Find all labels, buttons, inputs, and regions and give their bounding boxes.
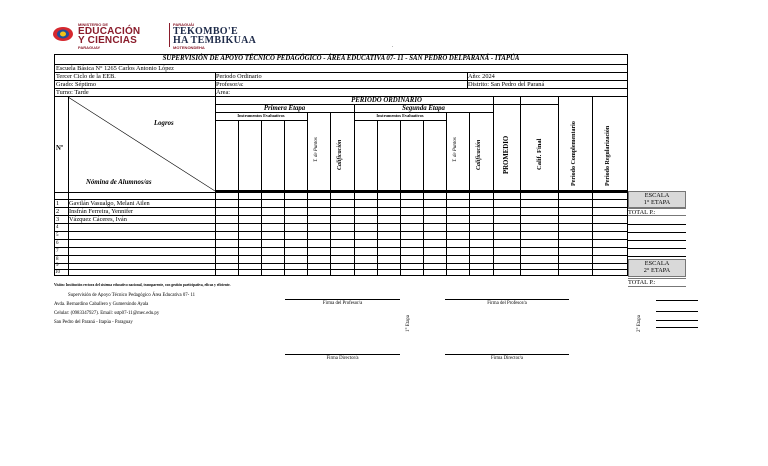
row-number: 1 [56, 200, 60, 207]
form-title: SUPERVISIÓN DE APOYO TÉCNICO PEDAGÓGICO - ÁREA EDUCATIVA 07- 11 - SAN PEDRO DELPARANÁ - ITAPÚA [162, 55, 520, 62]
total-1: TOTAL P.: [628, 208, 686, 216]
anio-label: Año: 2024 [468, 73, 495, 80]
mec-logo [52, 22, 262, 48]
grado-label: Grado: Séptimo [56, 81, 97, 88]
total-2: TOTAL P.: [628, 278, 686, 287]
calificacion-2: Calificación [476, 139, 482, 170]
calif-final-header: Calif. Final [536, 138, 543, 170]
firma-profesor-1: Firma del Profesor/a [322, 301, 363, 306]
row-number: 10 [55, 270, 60, 275]
escala-2-etapa: 2° ETAPA [643, 267, 671, 274]
signature-line [445, 299, 569, 300]
t-puntos-1: T. de Puntos [314, 137, 319, 162]
vision-text: Visión: Institución rectora del sistema educativo nacional, transparente, con gestión participativa, eficaz y eficiente. [54, 283, 231, 287]
contact-line: Celular: (0983347927). Email: sstp07-11@mec.edu.py [54, 311, 160, 316]
distrito-label: Distrito: San Pedro del Paraná [468, 81, 545, 88]
escuela-label: Escuela Básica N° 1265 Carlos Antonio López [56, 65, 174, 72]
row-number: 2 [56, 208, 60, 215]
guarani-line1: TEKOMBO'E [173, 26, 238, 37]
escala-2-box [628, 259, 686, 277]
city-line: San Pedro del Paraná - Itapúa - Paraguay [54, 320, 133, 325]
guarani-name [173, 22, 263, 48]
ministry-small: MINISTERIO DE [78, 22, 109, 27]
ministry-seal-icon [52, 26, 74, 42]
instrumentos-1: Instrumentos Evaluativos [237, 113, 285, 118]
escala-1-etapa: 1° ETAPA [643, 199, 671, 206]
ministry-line1: EDUCACIÓN [78, 26, 141, 37]
instrumentos-2: Instrumentos Evaluativos [376, 113, 424, 118]
row-number: 8 [56, 257, 59, 262]
etapa-1-label: 1° Etapa [406, 314, 411, 332]
row-number: 6 [56, 241, 59, 246]
grade-form [54, 54, 628, 276]
row-number: 5 [56, 233, 59, 238]
footer [54, 282, 642, 372]
etapa-2-line [656, 320, 698, 321]
periodo-regularizacion-header: Periodo Regularización [605, 125, 611, 186]
escala-2-label: ESCALA [644, 260, 670, 267]
signature-line [285, 354, 400, 355]
escala-1-label: ESCALA [644, 192, 670, 199]
signature-line [445, 354, 569, 355]
turno-label: Turno: Tarde [56, 89, 89, 96]
periodo-complementario-header: Periodo Complementario [571, 121, 577, 186]
promedio-header: PROMEDIO [503, 135, 510, 174]
guarani-small: PARAGUÁI [173, 22, 195, 27]
escala-1-box [628, 191, 686, 208]
row-number: 3 [56, 216, 60, 223]
segunda-etapa-header: Segunda Etapa [402, 105, 445, 112]
primera-etapa-header: Primera Etapa [263, 105, 306, 112]
calificacion-1: Calificación [337, 139, 343, 170]
guarani-line2: HA TEMBIKUAA [173, 35, 257, 46]
ministry-country: PARAGUAY [78, 45, 101, 50]
etapa-2-line [656, 300, 698, 301]
row-name: Gavilán Vasualgo, Melani Ailen [69, 200, 150, 207]
header-diagonal [54, 97, 216, 192]
ministry-name [78, 22, 166, 48]
firma-director-1: Firma Director/a [326, 356, 359, 361]
t-puntos-2: T. de Puntos [453, 137, 458, 162]
profesor-label: Profesor/a: [216, 81, 244, 88]
row-name: Vázquez Cáceres, Iván [69, 216, 127, 223]
row-name: Insfrán Ferreira, Yennifer [69, 208, 133, 215]
signature-line [285, 299, 400, 300]
periodo-label: Periodo Ordinario [216, 73, 262, 80]
dot-mark: . [392, 44, 394, 49]
numero-label: Nº [56, 145, 64, 152]
ministry-line2: Y CIENCIAS [78, 35, 138, 46]
row-number: 4 [56, 225, 59, 230]
area-label: Área: [216, 89, 230, 96]
firma-director-2: Firma Director/a [490, 356, 524, 361]
address-line: Avda. Bernardino Caballero y Gumersindo Ayala [54, 302, 149, 307]
etapa-2-label: 2° Etapa [637, 314, 642, 332]
ciclo-label: Tercer Ciclo de la EEB. [56, 73, 116, 80]
etapa-2-line [656, 327, 698, 328]
supervision-line: Supervisión de Apoyo Técnico Pedagógico Área Educativa 07- 11 [68, 293, 196, 298]
logros-label: Logros [154, 120, 174, 127]
firma-profesor-2: Firma del Profesor/a [487, 301, 527, 306]
row-number: 9 [56, 263, 59, 268]
guarani-footer: MOTENONDEHA [173, 45, 205, 50]
periodo-ordinario-header: PERIODO ORDINARIO [351, 97, 422, 104]
nomina-label: Nómina de Alumnos/as [86, 179, 152, 186]
etapa-2-line [656, 311, 698, 312]
logo-divider [169, 23, 170, 47]
row-number: 7 [56, 249, 59, 254]
